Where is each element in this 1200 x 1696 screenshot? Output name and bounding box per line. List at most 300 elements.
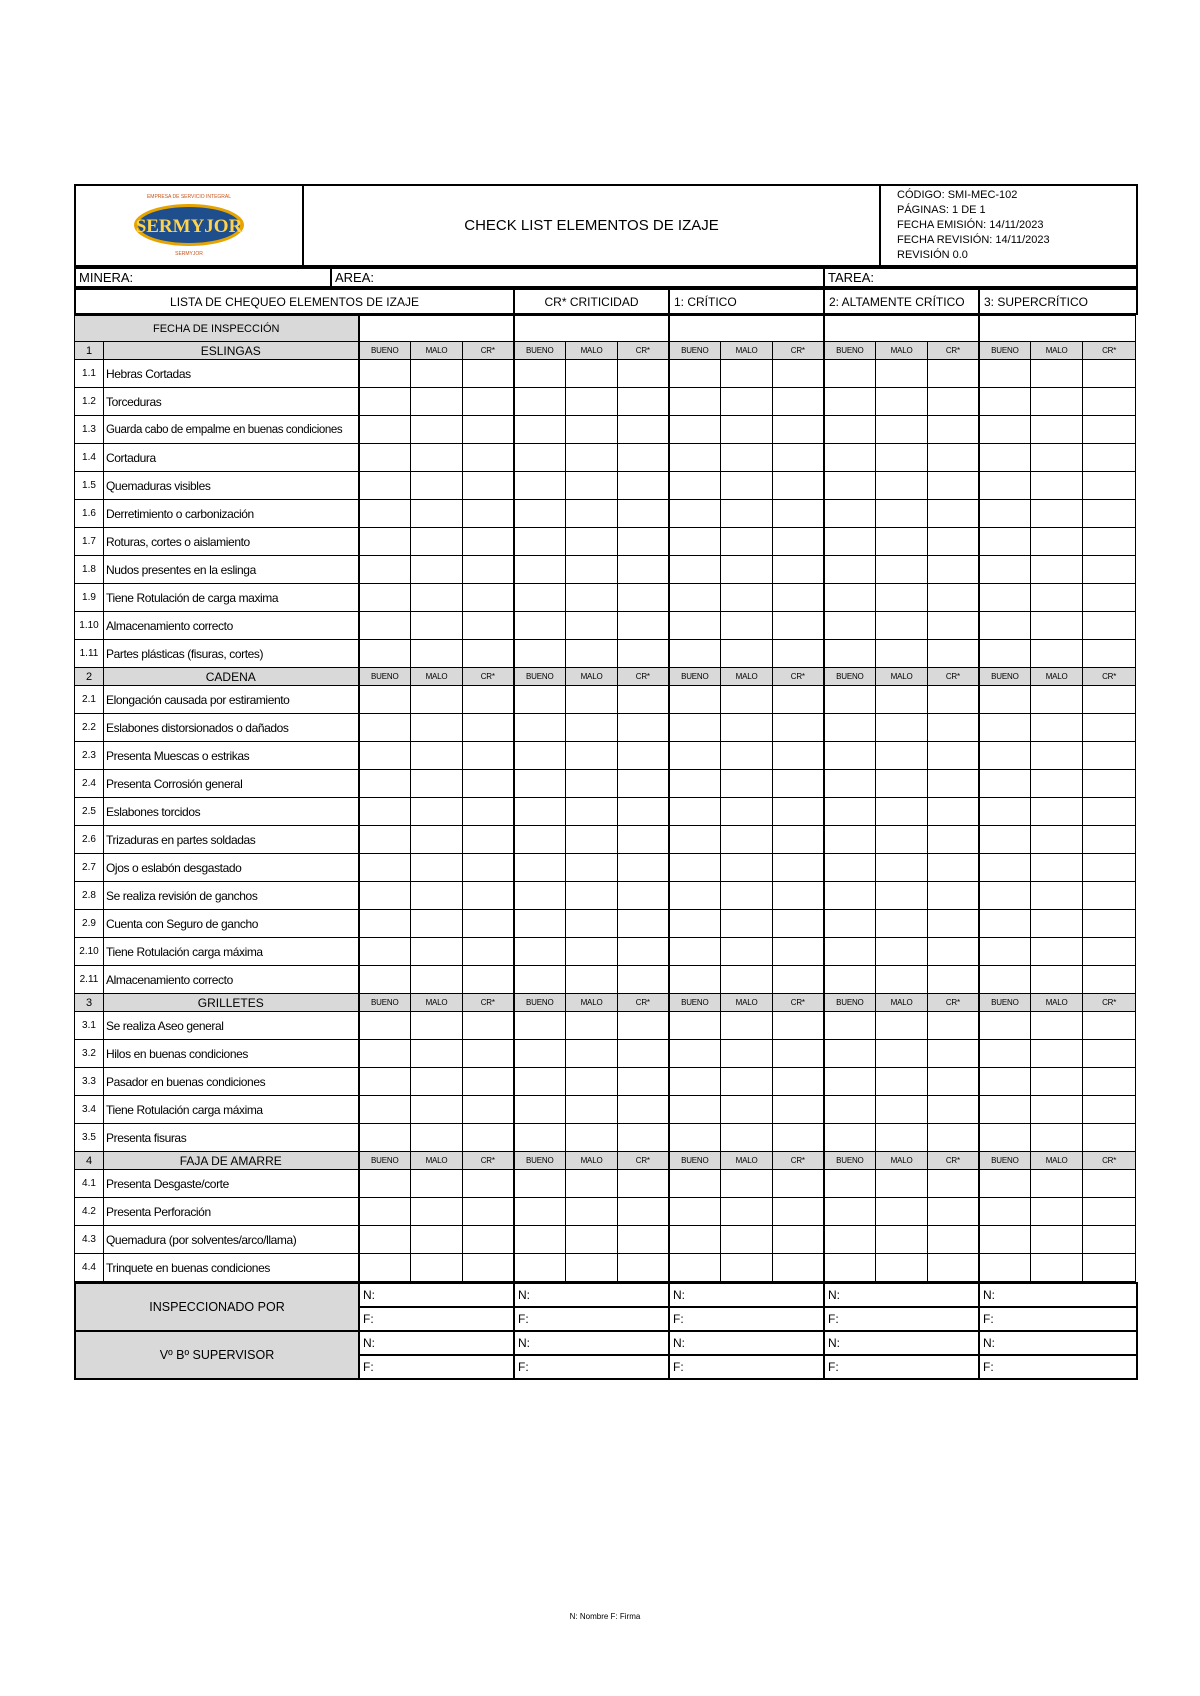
bad-check-cell[interactable] [876,1170,928,1198]
good-check-cell[interactable] [669,966,721,994]
bad-check-cell[interactable] [566,966,618,994]
good-check-cell[interactable] [359,1040,411,1068]
criticality-cell[interactable] [928,1040,979,1068]
good-check-cell[interactable] [979,882,1031,910]
bad-check-cell[interactable] [1031,556,1083,584]
good-check-cell[interactable] [669,1226,721,1254]
good-check-cell[interactable] [824,1254,876,1282]
good-check-cell[interactable] [669,416,721,444]
criticality-cell[interactable] [618,612,669,640]
bad-check-cell[interactable] [1031,1170,1083,1198]
good-check-cell[interactable] [514,1254,566,1282]
bad-check-cell[interactable] [411,528,463,556]
inspection-date-5[interactable] [979,316,1136,342]
criticality-cell[interactable] [463,1226,514,1254]
inspection-date-1[interactable] [359,316,514,342]
good-check-cell[interactable] [514,640,566,668]
criticality-cell[interactable] [928,640,979,668]
good-check-cell[interactable] [359,388,411,416]
bad-check-cell[interactable] [566,388,618,416]
good-check-cell[interactable] [824,612,876,640]
criticality-cell[interactable] [463,854,514,882]
bad-check-cell[interactable] [876,388,928,416]
criticality-cell[interactable] [618,826,669,854]
criticality-cell[interactable] [463,1198,514,1226]
bad-check-cell[interactable] [1031,472,1083,500]
criticality-cell[interactable] [1083,1096,1136,1124]
criticality-cell[interactable] [463,1040,514,1068]
criticality-cell[interactable] [928,416,979,444]
criticality-cell[interactable] [618,770,669,798]
criticality-cell[interactable] [928,388,979,416]
bad-check-cell[interactable] [721,1124,773,1152]
bad-check-cell[interactable] [721,770,773,798]
good-check-cell[interactable] [824,1226,876,1254]
good-check-cell[interactable] [359,472,411,500]
signature-field[interactable]: F: [669,1355,824,1379]
criticality-cell[interactable] [618,686,669,714]
bad-check-cell[interactable] [411,882,463,910]
criticality-cell[interactable] [463,472,514,500]
bad-check-cell[interactable] [566,882,618,910]
good-check-cell[interactable] [514,1170,566,1198]
bad-check-cell[interactable] [411,854,463,882]
good-check-cell[interactable] [514,686,566,714]
bad-check-cell[interactable] [876,770,928,798]
criticality-cell[interactable] [773,640,824,668]
good-check-cell[interactable] [514,360,566,388]
inspection-date-2[interactable] [514,316,669,342]
bad-check-cell[interactable] [411,388,463,416]
criticality-cell[interactable] [1083,1198,1136,1226]
criticality-cell[interactable] [928,500,979,528]
criticality-cell[interactable] [618,1068,669,1096]
criticality-cell[interactable] [1083,686,1136,714]
criticality-cell[interactable] [773,714,824,742]
criticality-cell[interactable] [618,882,669,910]
criticality-cell[interactable] [1083,1040,1136,1068]
good-check-cell[interactable] [979,742,1031,770]
bad-check-cell[interactable] [411,472,463,500]
criticality-cell[interactable] [1083,1254,1136,1282]
bad-check-cell[interactable] [1031,798,1083,826]
criticality-cell[interactable] [928,770,979,798]
bad-check-cell[interactable] [721,1040,773,1068]
bad-check-cell[interactable] [566,528,618,556]
bad-check-cell[interactable] [1031,360,1083,388]
criticality-cell[interactable] [1083,528,1136,556]
criticality-cell[interactable] [1083,612,1136,640]
criticality-cell[interactable] [1083,584,1136,612]
signature-field[interactable]: F: [979,1355,1137,1379]
bad-check-cell[interactable] [721,472,773,500]
bad-check-cell[interactable] [566,770,618,798]
good-check-cell[interactable] [979,360,1031,388]
criticality-cell[interactable] [928,1012,979,1040]
good-check-cell[interactable] [824,416,876,444]
criticality-cell[interactable] [773,1124,824,1152]
bad-check-cell[interactable] [566,360,618,388]
good-check-cell[interactable] [824,444,876,472]
bad-check-cell[interactable] [876,640,928,668]
criticality-cell[interactable] [928,584,979,612]
criticality-cell[interactable] [928,910,979,938]
good-check-cell[interactable] [514,1012,566,1040]
criticality-cell[interactable] [1083,1170,1136,1198]
good-check-cell[interactable] [514,854,566,882]
signature-field[interactable]: F: [669,1307,824,1331]
good-check-cell[interactable] [359,686,411,714]
bad-check-cell[interactable] [1031,938,1083,966]
criticality-cell[interactable] [463,714,514,742]
bad-check-cell[interactable] [411,1040,463,1068]
good-check-cell[interactable] [669,1040,721,1068]
criticality-cell[interactable] [1083,770,1136,798]
criticality-cell[interactable] [463,742,514,770]
criticality-cell[interactable] [773,686,824,714]
bad-check-cell[interactable] [876,612,928,640]
bad-check-cell[interactable] [721,416,773,444]
good-check-cell[interactable] [514,770,566,798]
criticality-cell[interactable] [618,416,669,444]
good-check-cell[interactable] [514,472,566,500]
signature-field[interactable]: F: [514,1355,669,1379]
criticality-cell[interactable] [618,388,669,416]
good-check-cell[interactable] [979,1170,1031,1198]
signature-field[interactable]: F: [824,1355,979,1379]
good-check-cell[interactable] [359,938,411,966]
good-check-cell[interactable] [824,1170,876,1198]
bad-check-cell[interactable] [566,714,618,742]
criticality-cell[interactable] [773,798,824,826]
criticality-cell[interactable] [773,444,824,472]
criticality-cell[interactable] [618,472,669,500]
bad-check-cell[interactable] [876,472,928,500]
criticality-cell[interactable] [773,1012,824,1040]
bad-check-cell[interactable] [876,556,928,584]
bad-check-cell[interactable] [876,1254,928,1282]
criticality-cell[interactable] [463,1254,514,1282]
bad-check-cell[interactable] [1031,1012,1083,1040]
good-check-cell[interactable] [979,1198,1031,1226]
criticality-cell[interactable] [1083,416,1136,444]
good-check-cell[interactable] [979,1040,1031,1068]
bad-check-cell[interactable] [566,1226,618,1254]
good-check-cell[interactable] [669,444,721,472]
bad-check-cell[interactable] [411,1170,463,1198]
criticality-cell[interactable] [773,882,824,910]
bad-check-cell[interactable] [721,388,773,416]
bad-check-cell[interactable] [411,1198,463,1226]
good-check-cell[interactable] [514,742,566,770]
good-check-cell[interactable] [359,1096,411,1124]
bad-check-cell[interactable] [411,640,463,668]
good-check-cell[interactable] [359,826,411,854]
criticality-cell[interactable] [618,938,669,966]
bad-check-cell[interactable] [721,640,773,668]
bad-check-cell[interactable] [721,360,773,388]
good-check-cell[interactable] [979,444,1031,472]
name-field[interactable]: N: [359,1283,514,1307]
criticality-cell[interactable] [463,416,514,444]
bad-check-cell[interactable] [876,798,928,826]
good-check-cell[interactable] [824,714,876,742]
bad-check-cell[interactable] [876,360,928,388]
bad-check-cell[interactable] [876,742,928,770]
bad-check-cell[interactable] [721,1226,773,1254]
good-check-cell[interactable] [824,1040,876,1068]
bad-check-cell[interactable] [411,416,463,444]
bad-check-cell[interactable] [566,500,618,528]
criticality-cell[interactable] [618,360,669,388]
bad-check-cell[interactable] [876,714,928,742]
good-check-cell[interactable] [979,1254,1031,1282]
criticality-cell[interactable] [618,910,669,938]
bad-check-cell[interactable] [411,360,463,388]
criticality-cell[interactable] [773,1170,824,1198]
criticality-cell[interactable] [773,910,824,938]
good-check-cell[interactable] [979,966,1031,994]
good-check-cell[interactable] [669,770,721,798]
criticality-cell[interactable] [463,360,514,388]
good-check-cell[interactable] [359,770,411,798]
signature-field[interactable]: F: [359,1307,514,1331]
good-check-cell[interactable] [514,966,566,994]
good-check-cell[interactable] [359,1170,411,1198]
criticality-cell[interactable] [618,714,669,742]
bad-check-cell[interactable] [876,500,928,528]
good-check-cell[interactable] [514,1068,566,1096]
good-check-cell[interactable] [824,556,876,584]
bad-check-cell[interactable] [721,1096,773,1124]
bad-check-cell[interactable] [566,1040,618,1068]
bad-check-cell[interactable] [1031,882,1083,910]
bad-check-cell[interactable] [566,826,618,854]
bad-check-cell[interactable] [566,1068,618,1096]
criticality-cell[interactable] [928,360,979,388]
criticality-cell[interactable] [618,1012,669,1040]
good-check-cell[interactable] [979,1124,1031,1152]
bad-check-cell[interactable] [876,1226,928,1254]
good-check-cell[interactable] [979,584,1031,612]
good-check-cell[interactable] [359,584,411,612]
criticality-cell[interactable] [463,1124,514,1152]
good-check-cell[interactable] [359,360,411,388]
bad-check-cell[interactable] [876,416,928,444]
criticality-cell[interactable] [773,556,824,584]
name-field[interactable]: N: [824,1283,979,1307]
good-check-cell[interactable] [824,854,876,882]
criticality-cell[interactable] [463,826,514,854]
good-check-cell[interactable] [669,556,721,584]
good-check-cell[interactable] [979,714,1031,742]
good-check-cell[interactable] [824,770,876,798]
good-check-cell[interactable] [359,500,411,528]
bad-check-cell[interactable] [721,686,773,714]
bad-check-cell[interactable] [1031,826,1083,854]
criticality-cell[interactable] [618,1096,669,1124]
criticality-cell[interactable] [463,938,514,966]
bad-check-cell[interactable] [566,640,618,668]
criticality-cell[interactable] [463,444,514,472]
good-check-cell[interactable] [359,1226,411,1254]
criticality-cell[interactable] [463,1170,514,1198]
good-check-cell[interactable] [359,416,411,444]
bad-check-cell[interactable] [411,444,463,472]
good-check-cell[interactable] [359,1198,411,1226]
good-check-cell[interactable] [824,798,876,826]
good-check-cell[interactable] [514,416,566,444]
good-check-cell[interactable] [824,742,876,770]
good-check-cell[interactable] [979,472,1031,500]
criticality-cell[interactable] [1083,1012,1136,1040]
criticality-cell[interactable] [928,854,979,882]
criticality-cell[interactable] [1083,910,1136,938]
minera-field[interactable]: MINERA: [75,268,331,287]
bad-check-cell[interactable] [566,910,618,938]
good-check-cell[interactable] [824,686,876,714]
criticality-cell[interactable] [928,714,979,742]
criticality-cell[interactable] [463,1068,514,1096]
criticality-cell[interactable] [1083,1068,1136,1096]
criticality-cell[interactable] [463,910,514,938]
bad-check-cell[interactable] [411,714,463,742]
criticality-cell[interactable] [463,612,514,640]
good-check-cell[interactable] [979,1226,1031,1254]
good-check-cell[interactable] [669,500,721,528]
bad-check-cell[interactable] [566,798,618,826]
criticality-cell[interactable] [463,966,514,994]
bad-check-cell[interactable] [1031,910,1083,938]
criticality-cell[interactable] [618,444,669,472]
good-check-cell[interactable] [514,798,566,826]
criticality-cell[interactable] [773,360,824,388]
bad-check-cell[interactable] [721,1170,773,1198]
good-check-cell[interactable] [824,966,876,994]
good-check-cell[interactable] [979,500,1031,528]
bad-check-cell[interactable] [1031,1068,1083,1096]
bad-check-cell[interactable] [411,1226,463,1254]
good-check-cell[interactable] [669,938,721,966]
criticality-cell[interactable] [1083,798,1136,826]
good-check-cell[interactable] [669,360,721,388]
bad-check-cell[interactable] [566,1124,618,1152]
good-check-cell[interactable] [824,1068,876,1096]
criticality-cell[interactable] [463,528,514,556]
criticality-cell[interactable] [928,1170,979,1198]
bad-check-cell[interactable] [876,1198,928,1226]
criticality-cell[interactable] [773,1198,824,1226]
bad-check-cell[interactable] [876,1096,928,1124]
criticality-cell[interactable] [773,1040,824,1068]
good-check-cell[interactable] [979,388,1031,416]
good-check-cell[interactable] [359,444,411,472]
bad-check-cell[interactable] [566,1170,618,1198]
bad-check-cell[interactable] [411,1068,463,1096]
bad-check-cell[interactable] [411,556,463,584]
criticality-cell[interactable] [1083,938,1136,966]
criticality-cell[interactable] [928,1124,979,1152]
bad-check-cell[interactable] [411,584,463,612]
bad-check-cell[interactable] [721,742,773,770]
criticality-cell[interactable] [928,798,979,826]
criticality-cell[interactable] [463,1012,514,1040]
good-check-cell[interactable] [669,1068,721,1096]
criticality-cell[interactable] [463,640,514,668]
bad-check-cell[interactable] [721,966,773,994]
good-check-cell[interactable] [824,1198,876,1226]
bad-check-cell[interactable] [1031,1096,1083,1124]
bad-check-cell[interactable] [1031,1254,1083,1282]
criticality-cell[interactable] [773,1226,824,1254]
good-check-cell[interactable] [669,528,721,556]
criticality-cell[interactable] [928,528,979,556]
good-check-cell[interactable] [979,798,1031,826]
bad-check-cell[interactable] [411,938,463,966]
good-check-cell[interactable] [359,798,411,826]
good-check-cell[interactable] [514,556,566,584]
good-check-cell[interactable] [979,640,1031,668]
signature-field[interactable]: F: [979,1307,1137,1331]
criticality-cell[interactable] [928,612,979,640]
bad-check-cell[interactable] [721,938,773,966]
good-check-cell[interactable] [979,826,1031,854]
criticality-cell[interactable] [618,854,669,882]
good-check-cell[interactable] [514,910,566,938]
criticality-cell[interactable] [463,584,514,612]
good-check-cell[interactable] [669,882,721,910]
criticality-cell[interactable] [928,444,979,472]
good-check-cell[interactable] [979,528,1031,556]
good-check-cell[interactable] [359,1124,411,1152]
bad-check-cell[interactable] [1031,640,1083,668]
bad-check-cell[interactable] [876,1012,928,1040]
tarea-field[interactable]: TAREA: [824,268,1137,287]
bad-check-cell[interactable] [876,910,928,938]
good-check-cell[interactable] [359,612,411,640]
good-check-cell[interactable] [359,966,411,994]
criticality-cell[interactable] [618,584,669,612]
criticality-cell[interactable] [773,472,824,500]
area-field[interactable]: AREA: [331,268,824,287]
bad-check-cell[interactable] [411,1012,463,1040]
criticality-cell[interactable] [618,1198,669,1226]
good-check-cell[interactable] [824,882,876,910]
criticality-cell[interactable] [1083,360,1136,388]
good-check-cell[interactable] [359,910,411,938]
bad-check-cell[interactable] [411,1096,463,1124]
name-field[interactable]: N: [514,1331,669,1355]
criticality-cell[interactable] [463,770,514,798]
good-check-cell[interactable] [824,388,876,416]
bad-check-cell[interactable] [1031,1198,1083,1226]
good-check-cell[interactable] [359,742,411,770]
criticality-cell[interactable] [773,500,824,528]
bad-check-cell[interactable] [1031,1040,1083,1068]
criticality-cell[interactable] [1083,500,1136,528]
bad-check-cell[interactable] [876,528,928,556]
bad-check-cell[interactable] [566,416,618,444]
bad-check-cell[interactable] [721,612,773,640]
bad-check-cell[interactable] [566,472,618,500]
name-field[interactable]: N: [669,1283,824,1307]
criticality-cell[interactable] [773,584,824,612]
criticality-cell[interactable] [928,1226,979,1254]
bad-check-cell[interactable] [1031,1124,1083,1152]
criticality-cell[interactable] [463,1096,514,1124]
criticality-cell[interactable] [463,500,514,528]
criticality-cell[interactable] [618,1254,669,1282]
